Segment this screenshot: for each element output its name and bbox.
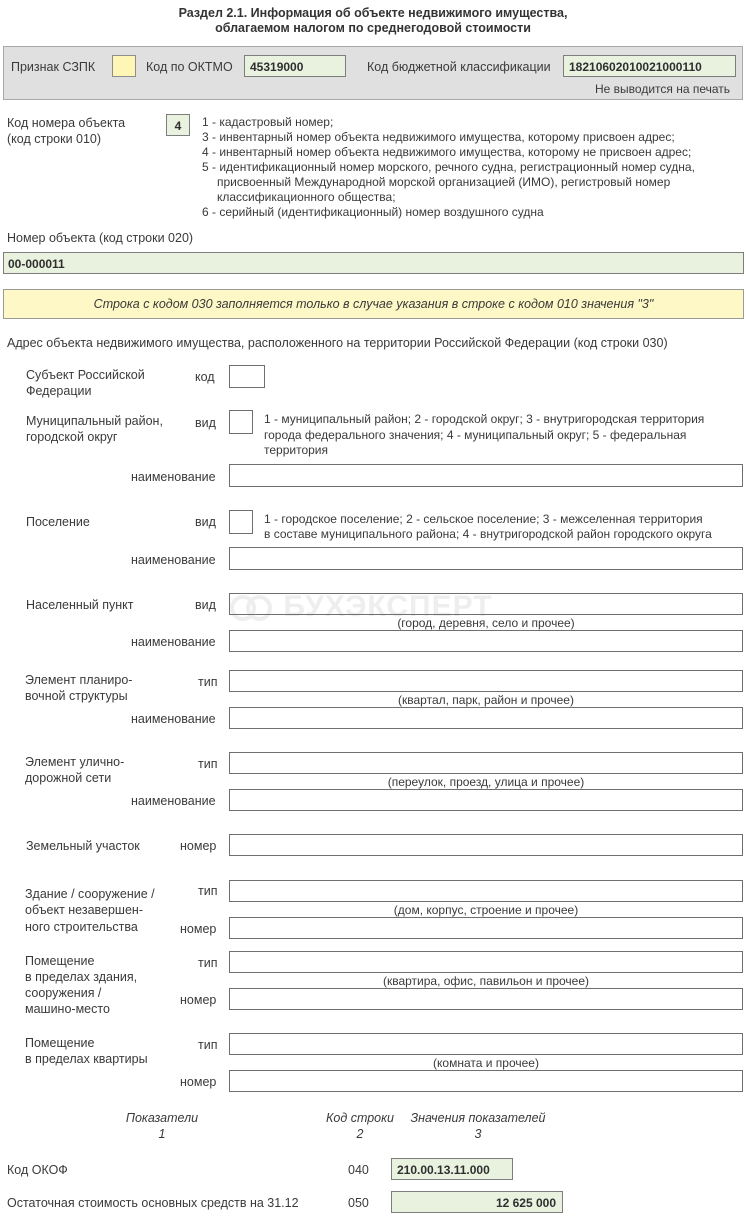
premises-label-line2: в пределах здания, [25, 970, 138, 984]
room-label-line1: Помещение [25, 1036, 95, 1050]
land-number-input[interactable] [229, 834, 743, 856]
municipal-vid-label: вид [195, 416, 216, 430]
street-hint: (переулок, проезд, улица и прочее) [387, 775, 585, 789]
planning-label-line2: вочной структуры [25, 689, 128, 703]
okof-label: Код ОКОФ [7, 1163, 68, 1177]
object-code-option-5: 5 - идентификационный номер морского, речного судна, регистрационный номер судна, [202, 160, 695, 174]
municipal-name-label: наименование [131, 470, 216, 484]
municipal-hint-line1: 1 - муниципальный район; 2 - городской округ; 3 - внутригородская территория [264, 412, 705, 426]
object-code-label-line2: (код строки 010) [7, 132, 102, 146]
locality-type-input[interactable] [229, 593, 743, 615]
settlement-name-label: наименование [131, 553, 216, 567]
planning-type-label: тип [198, 675, 218, 689]
locality-name-label: наименование [131, 635, 216, 649]
section-title-line1: Раздел 2.1. Информация об объекте недвижимого имущества, [178, 6, 568, 20]
object-code-option-3: 3 - инвентарный номер объекта недвижимого имущества, которому присвоен адрес; [202, 130, 675, 144]
locality-label: Населенный пункт [26, 598, 134, 612]
street-name-label: наименование [131, 794, 216, 808]
room-type-label: тип [198, 1038, 218, 1052]
municipal-label-line1: Муниципальный район, [26, 414, 163, 428]
kbk-label: Код бюджетной классификации [367, 60, 551, 74]
okof-field[interactable]: 210.00.13.11.000 [391, 1158, 513, 1180]
locality-hint: (город, деревня, село и прочее) [397, 616, 575, 630]
room-type-input[interactable] [229, 1033, 743, 1055]
municipal-hint-line3: территория [264, 443, 328, 457]
street-type-input[interactable] [229, 752, 743, 774]
municipal-hint-line2: города федерального значения; 4 - муниципальный округ; 5 - федеральная [264, 428, 687, 442]
planning-name-input[interactable] [229, 707, 743, 729]
subject-label-line2: Федерации [26, 384, 92, 398]
room-hint: (комната и прочее) [433, 1056, 539, 1070]
settlement-vid-label: вид [195, 515, 216, 529]
object-code-option-6: 6 - серийный (идентификационный) номер воздушного судна [202, 205, 544, 219]
section-title [0, 6, 746, 36]
building-label-line1: Здание / сооружение / [25, 887, 155, 901]
oktmo-field[interactable]: 45319000 [244, 55, 346, 77]
building-type-label: тип [198, 884, 218, 898]
settlement-name-input[interactable] [229, 547, 743, 570]
object-number-label: Номер объекта (код строки 020) [7, 231, 194, 245]
building-label-line3: ного строительства [25, 920, 138, 934]
object-code-option-1: 1 - кадастровый номер; [202, 115, 334, 129]
col-header-indicators-num: 1 [158, 1127, 166, 1141]
premises-number-label: номер [180, 993, 217, 1007]
planning-name-label: наименование [131, 712, 216, 726]
premises-hint: (квартира, офис, павильон и прочее) [382, 974, 590, 988]
oktmo-label: Код по ОКТМО [146, 60, 233, 74]
col-header-values: Значения показателей [410, 1111, 546, 1125]
residual-value-label: Остаточная стоимость основных средств на 31.12 [7, 1196, 299, 1210]
residual-value-field[interactable]: 12 625 000 [391, 1191, 563, 1213]
premises-type-label: тип [198, 956, 218, 970]
notice-text: Строка с кодом 030 заполняется только в случае указания в строке с кодом 010 значения "3" [93, 297, 654, 311]
col-header-code: Код строки [326, 1111, 394, 1125]
municipal-vid-input[interactable] [229, 410, 253, 434]
building-label-line2: объект незавершен- [25, 903, 143, 917]
settlement-label: Поселение [26, 515, 90, 529]
object-code-label-line1: Код номера объекта [7, 116, 126, 130]
planning-type-input[interactable] [229, 670, 743, 692]
okof-code: 040 [348, 1163, 369, 1177]
settlement-vid-input[interactable] [229, 510, 253, 534]
land-label: Земельный участок [26, 839, 140, 853]
street-type-label: тип [198, 757, 218, 771]
premises-label-line3: сооружения / [25, 986, 102, 1000]
object-code-field[interactable]: 4 [166, 114, 190, 136]
building-type-input[interactable] [229, 880, 743, 902]
szpk-checkbox[interactable] [112, 55, 136, 77]
building-hint: (дом, корпус, строение и прочее) [393, 903, 579, 917]
notice-box [3, 289, 744, 319]
address-heading: Адрес объекта недвижимого имущества, расположенного на территории Российской Федерации (код строки 030) [7, 336, 668, 350]
residual-value-code: 050 [348, 1196, 369, 1210]
col-header-indicators: Показатели [125, 1111, 199, 1125]
col-header-values-num: 3 [474, 1127, 482, 1141]
building-number-label: номер [180, 922, 217, 936]
locality-name-input[interactable] [229, 630, 743, 652]
settlement-hint-line2: в составе муниципального района; 4 - внутригородской район городского округа [264, 527, 712, 541]
settlement-hint-line1: 1 - городское поселение; 2 - сельское поселение; 3 - межселенная территория [264, 512, 703, 526]
room-label-line2: в пределах квартиры [25, 1052, 148, 1066]
szpk-label: Признак СЗПК [11, 60, 96, 74]
col-header-code-num: 2 [356, 1127, 364, 1141]
premises-number-input[interactable] [229, 988, 743, 1010]
premises-label-line1: Помещение [25, 954, 95, 968]
premises-type-input[interactable] [229, 951, 743, 973]
room-number-label: номер [180, 1075, 217, 1089]
premises-label-line4: машино-место [25, 1002, 110, 1016]
room-number-input[interactable] [229, 1070, 743, 1092]
subject-code-input[interactable] [229, 365, 265, 388]
object-code-option-4: 4 - инвентарный номер объекта недвижимого имущества, которому не присвоен адрес; [202, 145, 692, 159]
subject-label-line1: Субъект Российской [26, 368, 145, 382]
municipal-name-input[interactable] [229, 464, 743, 487]
watermark-text: БУХЭКСПЕРТ [283, 590, 493, 623]
land-number-label: номер [180, 839, 217, 853]
street-label-line2: дорожной сети [25, 771, 112, 785]
street-label-line1: Элемент улично- [25, 755, 125, 769]
no-print-note: Не выводится на печать [595, 82, 731, 96]
planning-hint: (квартал, парк, район и прочее) [398, 693, 574, 707]
street-name-input[interactable] [229, 789, 743, 811]
object-number-field[interactable]: 00-000011 [3, 252, 744, 274]
municipal-label-line2: городской округ [26, 430, 118, 444]
object-code-option-5-cont1: присвоенный Международной морской организацией (ИМО), регистровый номер [217, 175, 671, 189]
subject-kod-label: код [195, 370, 215, 384]
object-code-option-5-cont2: классификационного общества; [217, 190, 396, 204]
planning-label-line1: Элемент планиро- [25, 673, 133, 687]
section-title-line2: облагаемом налогом по среднегодовой стоимости [215, 21, 531, 35]
kbk-field[interactable]: 18210602010021000110 [563, 55, 736, 77]
building-number-input[interactable] [229, 917, 743, 939]
locality-vid-label: вид [195, 598, 216, 612]
